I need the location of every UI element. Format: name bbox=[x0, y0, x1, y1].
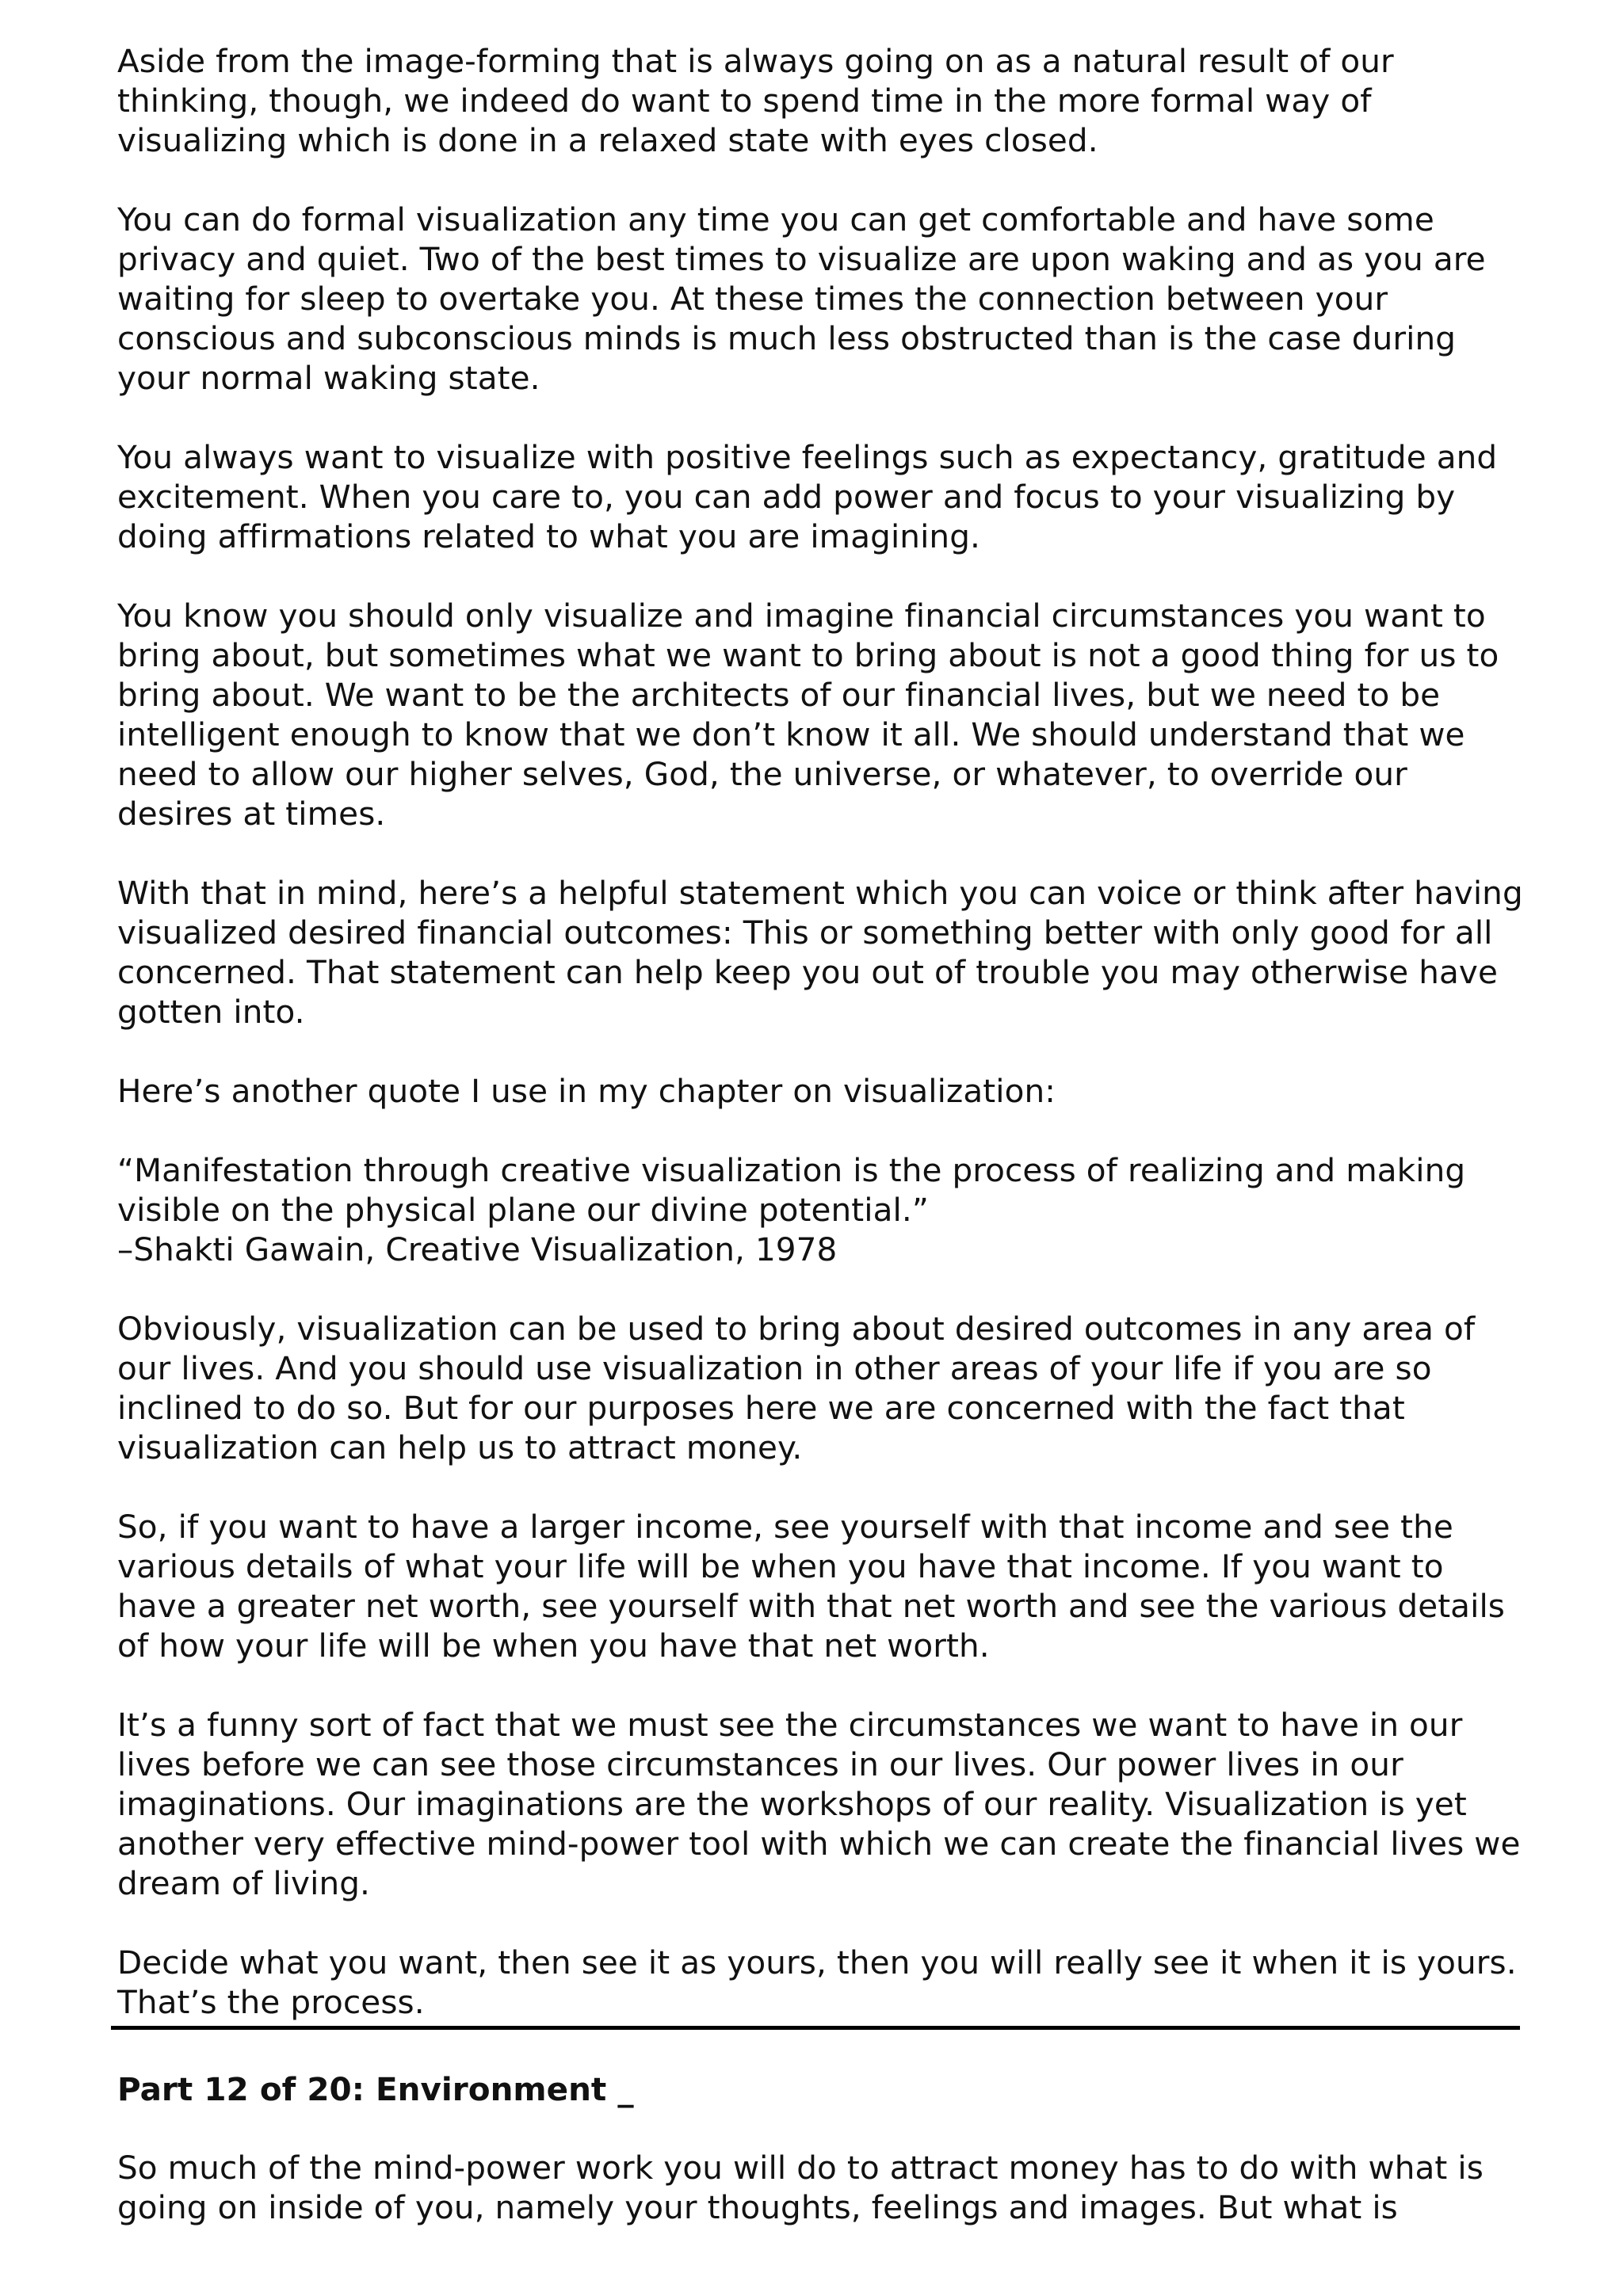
paragraph: You know you should only visualize and imagine financial circumstances you want to bring about, but sometimes what we want to bring about is not a good thing for us to bring about. We want to be the architects of our financial lives, but we need to be intelligent enough to know that we don’t know it all. We should understand that we need to allow our higher selves, God, the universe, or whatever, to override our desires at times. bbox=[117, 597, 1499, 833]
paragraph: Here’s another quote I use in my chapter on visualization: bbox=[117, 1072, 1056, 1110]
quote-text: “Manifestation through creative visualization is the process of realizing and making visible on the physical plane our divine potential.” bbox=[117, 1151, 1466, 1229]
body-text bbox=[117, 41, 1528, 2022]
paragraph: With that in mind, here’s a helpful statement which you can voice or think after having visualized desired financial outcomes: This or something better with only good for all concerned. That statement can help keep you out of trouble you may otherwise have gotten into. bbox=[117, 874, 1523, 1031]
section-body bbox=[117, 2148, 1528, 2227]
paragraph: Aside from the image-forming that is always going on as a natural result of our thinking, though, we indeed do want to spend time in the more formal way of visualizing which is done in a relaxed state with eyes closed. bbox=[117, 42, 1394, 159]
paragraph: You can do formal visualization any time you can get comfortable and have some privacy and quiet. Two of the best times to visualize are upon waking and as you are waiting for sleep to overtake you. At these times the connection between your conscious and subconscious minds is much less obstructed than is the case during your normal waking state. bbox=[117, 200, 1486, 397]
paragraph: So much of the mind-power work you will do to attract money has to do with what is going on inside of you, namely your thoughts, feelings and images. But what is bbox=[117, 2149, 1484, 2226]
paragraph: Decide what you want, then see it as yours, then you will really see it when it is yours. That’s the process. bbox=[117, 1943, 1517, 2021]
paragraph: So, if you want to have a larger income, see yourself with that income and see the various details of what your life will be when you have that income. If you want to have a greater net worth, see yourself with that net worth and see the various details of how your life will be when you have that net worth. bbox=[117, 1508, 1506, 1665]
quote-attribution: –Shakti Gawain, Creative Visualization, 1978 bbox=[117, 1230, 838, 1268]
paragraph: Obviously, visualization can be used to bring about desired outcomes in any area of our lives. And you should use visualization in other areas of your life if you are so inclined to do so. But for our purposes here we are concerned with the fact that visualization can help us to attract money. bbox=[117, 1310, 1476, 1466]
paragraph: You always want to visualize with positive feelings such as expectancy, gratitude and excitement. When you care to, you can add power and focus to your visualizing by doing affirmations related to what you are imagining. bbox=[117, 438, 1498, 555]
section-heading: Part 12 of 20: Environment _ bbox=[117, 2070, 634, 2108]
section-divider bbox=[111, 2026, 1520, 2030]
paragraph: It’s a funny sort of fact that we must see the circumstances we want to have in our lives before we can see those circumstances in our lives. Our power lives in our imaginations. Our imaginations are the workshops of our reality. Visualization is yet another very effective mind-power tool with which we can create the financial lives we dream of living. bbox=[117, 1706, 1521, 1902]
